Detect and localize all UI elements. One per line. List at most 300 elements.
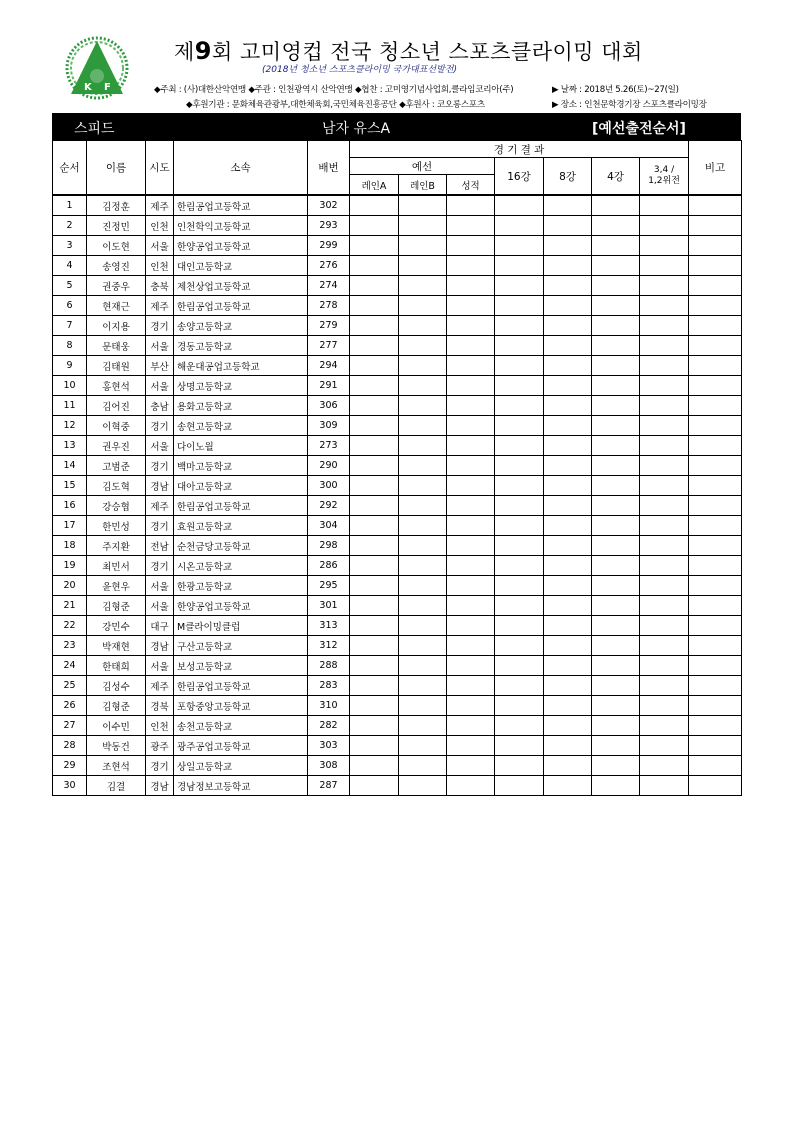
- cell-lane-a: [350, 356, 399, 376]
- cell-lane-a: [350, 776, 399, 796]
- cell-region: 광주: [146, 736, 174, 756]
- cell-score: [447, 396, 495, 416]
- cell-club: 제천상업고등학교: [174, 276, 308, 296]
- cell-note: [689, 336, 742, 356]
- cell-round-4: [592, 576, 640, 596]
- cell-round-8: [544, 496, 592, 516]
- cell-lane-a: [350, 376, 399, 396]
- cell-bib: 291: [308, 376, 350, 396]
- cell-score: [447, 496, 495, 516]
- cell-lane-a: [350, 276, 399, 296]
- table-row: [53, 776, 742, 796]
- cell-order: 9: [53, 356, 87, 376]
- cell-lane-b: [399, 476, 447, 496]
- cell-region: 경북: [146, 696, 174, 716]
- table-row: [53, 316, 742, 336]
- cell-bib: 273: [308, 436, 350, 456]
- table-row: [53, 336, 742, 356]
- cell-finals: [640, 516, 689, 536]
- cell-finals: [640, 636, 689, 656]
- cell-bib: 300: [308, 476, 350, 496]
- cell-club: 송천고등학교: [174, 716, 308, 736]
- cell-order: 13: [53, 436, 87, 456]
- cell-lane-b: [399, 316, 447, 336]
- cell-note: [689, 396, 742, 416]
- cell-finals: [640, 195, 689, 216]
- header-bib: 배번: [308, 141, 350, 196]
- cell-finals: [640, 656, 689, 676]
- cell-round-16: [495, 676, 544, 696]
- cell-round-4: [592, 195, 640, 216]
- cell-round-4: [592, 556, 640, 576]
- cell-club: 인천학익고등학교: [174, 216, 308, 236]
- cell-lane-a: [350, 716, 399, 736]
- cell-name: 홍현석: [87, 376, 146, 396]
- cell-order: 20: [53, 576, 87, 596]
- cell-lane-b: [399, 216, 447, 236]
- cell-round-8: [544, 616, 592, 636]
- cell-finals: [640, 776, 689, 796]
- cell-name: 최민서: [87, 556, 146, 576]
- table-row: [53, 716, 742, 736]
- cell-lane-a: [350, 216, 399, 236]
- cell-score: [447, 656, 495, 676]
- cell-name: 이지용: [87, 316, 146, 336]
- cell-score: [447, 436, 495, 456]
- cell-finals: [640, 616, 689, 636]
- cell-club: 순천금당고등학교: [174, 536, 308, 556]
- cell-club: 시온고등학교: [174, 556, 308, 576]
- cell-finals: [640, 216, 689, 236]
- cell-lane-b: [399, 456, 447, 476]
- cell-order: 4: [53, 256, 87, 276]
- cell-round-8: [544, 336, 592, 356]
- cell-order: 3: [53, 236, 87, 256]
- cell-name: 고범준: [87, 456, 146, 476]
- logo-letter-f: F: [104, 82, 111, 93]
- cell-score: [447, 195, 495, 216]
- cell-name: 김태원: [87, 356, 146, 376]
- cell-name: 김결: [87, 776, 146, 796]
- cell-round-8: [544, 476, 592, 496]
- cell-finals: [640, 576, 689, 596]
- cell-score: [447, 696, 495, 716]
- cell-club: 용화고등학교: [174, 396, 308, 416]
- cell-order: 17: [53, 516, 87, 536]
- cell-lane-b: [399, 336, 447, 356]
- cell-region: 경기: [146, 316, 174, 336]
- cell-round-4: [592, 656, 640, 676]
- cell-region: 인천: [146, 216, 174, 236]
- cell-round-16: [495, 336, 544, 356]
- cell-round-8: [544, 776, 592, 796]
- cell-order: 6: [53, 296, 87, 316]
- cell-club: 한양공업고등학교: [174, 596, 308, 616]
- table-row: [53, 696, 742, 716]
- cell-club: 한양공업고등학교: [174, 236, 308, 256]
- cell-finals: [640, 416, 689, 436]
- table-row: [53, 556, 742, 576]
- cell-note: [689, 656, 742, 676]
- cell-finals: [640, 316, 689, 336]
- cell-note: [689, 256, 742, 276]
- cell-round-8: [544, 536, 592, 556]
- header-results: 경 기 결 과: [350, 141, 689, 158]
- cell-round-16: [495, 356, 544, 376]
- cell-name: 권우진: [87, 436, 146, 456]
- table-row: [53, 476, 742, 496]
- cell-region: 서울: [146, 376, 174, 396]
- cell-finals: [640, 336, 689, 356]
- title-suffix: 회 고미영컵 전국 청소년 스포츠클라이밍 대회: [212, 40, 643, 64]
- header-round-4: 4강: [592, 158, 640, 196]
- cell-note: [689, 436, 742, 456]
- cell-lane-b: [399, 396, 447, 416]
- cell-order: 18: [53, 536, 87, 556]
- cell-round-8: [544, 716, 592, 736]
- cell-order: 5: [53, 276, 87, 296]
- cell-round-8: [544, 296, 592, 316]
- cell-finals: [640, 716, 689, 736]
- cell-region: 충북: [146, 276, 174, 296]
- cell-lane-b: [399, 776, 447, 796]
- cell-region: 인천: [146, 716, 174, 736]
- cell-score: [447, 536, 495, 556]
- table-row: [53, 276, 742, 296]
- cell-lane-b: [399, 516, 447, 536]
- cell-club: 한림공업고등학교: [174, 496, 308, 516]
- cell-lane-a: [350, 436, 399, 456]
- cell-note: [689, 756, 742, 776]
- order-note: [예선출전순서]: [592, 121, 686, 137]
- cell-finals: [640, 396, 689, 416]
- cell-bib: 304: [308, 516, 350, 536]
- cell-order: 16: [53, 496, 87, 516]
- table-row: [53, 496, 742, 516]
- cell-region: 제주: [146, 676, 174, 696]
- cell-lane-b: [399, 716, 447, 736]
- cell-round-16: [495, 376, 544, 396]
- cell-bib: 309: [308, 416, 350, 436]
- cell-round-16: [495, 776, 544, 796]
- cell-note: [689, 736, 742, 756]
- cell-bib: 274: [308, 276, 350, 296]
- cell-score: [447, 296, 495, 316]
- cell-bib: 277: [308, 336, 350, 356]
- header-round-16: 16강: [495, 158, 544, 196]
- cell-bib: 306: [308, 396, 350, 416]
- cell-score: [447, 416, 495, 436]
- cell-bib: 293: [308, 216, 350, 236]
- cell-round-8: [544, 195, 592, 216]
- cell-note: [689, 476, 742, 496]
- cell-score: [447, 556, 495, 576]
- title-prefix: 제: [174, 40, 195, 64]
- cell-round-8: [544, 256, 592, 276]
- cell-lane-a: [350, 316, 399, 336]
- table-row: [53, 656, 742, 676]
- cell-order: 22: [53, 616, 87, 636]
- table-row: [53, 216, 742, 236]
- cell-round-4: [592, 596, 640, 616]
- cell-region: 부산: [146, 356, 174, 376]
- cell-round-8: [544, 736, 592, 756]
- cell-note: [689, 536, 742, 556]
- cell-round-8: [544, 516, 592, 536]
- cell-lane-b: [399, 696, 447, 716]
- cell-lane-a: [350, 195, 399, 216]
- cell-club: 보성고등학교: [174, 656, 308, 676]
- cell-order: 27: [53, 716, 87, 736]
- cell-region: 서울: [146, 436, 174, 456]
- cell-region: 경기: [146, 416, 174, 436]
- cell-region: 서울: [146, 656, 174, 676]
- cell-lane-a: [350, 636, 399, 656]
- cell-name: 김어진: [87, 396, 146, 416]
- table-row: [53, 356, 742, 376]
- cell-lane-b: [399, 596, 447, 616]
- cell-club: 해운대공업고등학교: [174, 356, 308, 376]
- cell-lane-b: [399, 496, 447, 516]
- cell-round-8: [544, 236, 592, 256]
- organizer-line: ◆주최 : (사)대한산악연맹 ◆주관 : 인천광역시 산악연맹 ◆협찬 : 고미영기념사업회,클라임코리아(주): [154, 85, 514, 95]
- cell-round-16: [495, 456, 544, 476]
- cell-round-8: [544, 656, 592, 676]
- cell-note: [689, 556, 742, 576]
- cell-lane-a: [350, 756, 399, 776]
- cell-lane-b: [399, 616, 447, 636]
- cell-lane-b: [399, 356, 447, 376]
- cell-lane-a: [350, 476, 399, 496]
- cell-bib: 301: [308, 596, 350, 616]
- table-row: [53, 516, 742, 536]
- cell-club: 백마고등학교: [174, 456, 308, 476]
- header-finals-line1: 3,4 /: [653, 165, 675, 175]
- cell-club: 한광고등학교: [174, 576, 308, 596]
- cell-note: [689, 276, 742, 296]
- cell-round-8: [544, 396, 592, 416]
- cell-region: 경기: [146, 756, 174, 776]
- cell-lane-b: [399, 376, 447, 396]
- cell-round-4: [592, 236, 640, 256]
- cell-round-4: [592, 676, 640, 696]
- cell-lane-a: [350, 556, 399, 576]
- table-row: [53, 616, 742, 636]
- cell-name: 이수민: [87, 716, 146, 736]
- table-row: [53, 296, 742, 316]
- cell-region: 경기: [146, 556, 174, 576]
- cell-lane-a: [350, 256, 399, 276]
- cell-region: 충남: [146, 396, 174, 416]
- cell-lane-a: [350, 296, 399, 316]
- cell-round-4: [592, 276, 640, 296]
- table-row: [53, 456, 742, 476]
- cell-region: 서울: [146, 236, 174, 256]
- cell-bib: 276: [308, 256, 350, 276]
- cell-club: M클라이밍클럽: [174, 616, 308, 636]
- cell-round-4: [592, 536, 640, 556]
- table-row: [53, 416, 742, 436]
- cell-note: [689, 676, 742, 696]
- cell-score: [447, 336, 495, 356]
- cell-round-8: [544, 416, 592, 436]
- cell-name: 현재근: [87, 296, 146, 316]
- cell-club: 대인고등학교: [174, 256, 308, 276]
- cell-note: [689, 356, 742, 376]
- cell-score: [447, 736, 495, 756]
- cell-lane-b: [399, 416, 447, 436]
- cell-bib: 279: [308, 316, 350, 336]
- cell-region: 서울: [146, 336, 174, 356]
- table-row: [53, 195, 742, 216]
- cell-lane-a: [350, 336, 399, 356]
- support-line: ◆후원기관 : 문화체육관광부,대한체육회,국민체육진흥공단 ◆후원사 : 코오롱스포츠: [186, 100, 485, 110]
- cell-club: 구산고등학교: [174, 636, 308, 656]
- cell-order: 28: [53, 736, 87, 756]
- event-banner: [52, 113, 741, 140]
- cell-region: 서울: [146, 576, 174, 596]
- date-line: ▶ 날짜 : 2018년 5.26(토)~27(일): [552, 85, 679, 95]
- cell-lane-b: [399, 296, 447, 316]
- cell-score: [447, 576, 495, 596]
- cell-club: 경동고등학교: [174, 336, 308, 356]
- cell-lane-b: [399, 536, 447, 556]
- cell-name: 강민수: [87, 616, 146, 636]
- cell-score: [447, 236, 495, 256]
- cell-round-8: [544, 676, 592, 696]
- cell-name: 김정훈: [87, 195, 146, 216]
- cell-lane-b: [399, 276, 447, 296]
- cell-bib: 303: [308, 736, 350, 756]
- cell-lane-a: [350, 596, 399, 616]
- cell-order: 21: [53, 596, 87, 616]
- cell-note: [689, 236, 742, 256]
- cell-round-4: [592, 216, 640, 236]
- cell-round-16: [495, 476, 544, 496]
- cell-round-4: [592, 616, 640, 636]
- cell-score: [447, 256, 495, 276]
- cell-round-8: [544, 596, 592, 616]
- cell-note: [689, 776, 742, 796]
- cell-name: 윤현우: [87, 576, 146, 596]
- cell-region: 경기: [146, 456, 174, 476]
- cell-round-4: [592, 316, 640, 336]
- cell-club: 포항중앙고등학교: [174, 696, 308, 716]
- cell-finals: [640, 496, 689, 516]
- cell-order: 12: [53, 416, 87, 436]
- cell-region: 인천: [146, 256, 174, 276]
- cell-round-16: [495, 276, 544, 296]
- cell-round-4: [592, 696, 640, 716]
- cell-region: 경남: [146, 476, 174, 496]
- cell-note: [689, 316, 742, 336]
- cell-name: 한태희: [87, 656, 146, 676]
- cell-order: 15: [53, 476, 87, 496]
- cell-lane-a: [350, 396, 399, 416]
- cell-order: 25: [53, 676, 87, 696]
- header-name: 이름: [87, 141, 146, 196]
- cell-lane-b: [399, 236, 447, 256]
- cell-region: 제주: [146, 195, 174, 216]
- table-row: [53, 676, 742, 696]
- cell-score: [447, 476, 495, 496]
- cell-round-16: [495, 316, 544, 336]
- table-row: [53, 536, 742, 556]
- cell-note: [689, 216, 742, 236]
- cell-bib: 290: [308, 456, 350, 476]
- cell-lane-b: [399, 636, 447, 656]
- cell-club: 경남정보고등학교: [174, 776, 308, 796]
- table-row: [53, 576, 742, 596]
- cell-bib: 287: [308, 776, 350, 796]
- table-row: [53, 636, 742, 656]
- cell-order: 29: [53, 756, 87, 776]
- cell-name: 김형준: [87, 696, 146, 716]
- cell-note: [689, 516, 742, 536]
- cell-bib: 295: [308, 576, 350, 596]
- cell-round-16: [495, 195, 544, 216]
- cell-bib: 288: [308, 656, 350, 676]
- cell-club: 대아고등학교: [174, 476, 308, 496]
- cell-finals: [640, 256, 689, 276]
- logo-letter-k: K: [84, 82, 92, 93]
- cell-round-4: [592, 336, 640, 356]
- cell-region: 대구: [146, 616, 174, 636]
- cell-finals: [640, 756, 689, 776]
- cell-order: 1: [53, 195, 87, 216]
- cell-club: 한림공업고등학교: [174, 195, 308, 216]
- cell-score: [447, 716, 495, 736]
- cell-score: [447, 356, 495, 376]
- cell-note: [689, 195, 742, 216]
- cell-score: [447, 516, 495, 536]
- cell-round-4: [592, 456, 640, 476]
- cell-lane-b: [399, 256, 447, 276]
- cell-lane-a: [350, 456, 399, 476]
- cell-lane-b: [399, 656, 447, 676]
- cell-lane-a: [350, 536, 399, 556]
- cell-round-8: [544, 756, 592, 776]
- table-row: [53, 396, 742, 416]
- cell-bib: 308: [308, 756, 350, 776]
- cell-name: 이도현: [87, 236, 146, 256]
- cell-order: 30: [53, 776, 87, 796]
- table-row: [53, 736, 742, 756]
- cell-round-16: [495, 236, 544, 256]
- header-lane-a: 레인A: [350, 175, 399, 196]
- table-row: [53, 256, 742, 276]
- cell-club: 효원고등학교: [174, 516, 308, 536]
- cell-lane-a: [350, 496, 399, 516]
- cell-name: 한민성: [87, 516, 146, 536]
- cell-lane-a: [350, 676, 399, 696]
- cell-score: [447, 776, 495, 796]
- cell-bib: 298: [308, 536, 350, 556]
- cell-round-4: [592, 356, 640, 376]
- cell-score: [447, 216, 495, 236]
- header-region: 시도: [146, 141, 174, 196]
- cell-name: 조현석: [87, 756, 146, 776]
- header-score: 성적: [447, 175, 495, 196]
- cell-note: [689, 416, 742, 436]
- cell-name: 이혁중: [87, 416, 146, 436]
- cell-finals: [640, 556, 689, 576]
- cell-note: [689, 696, 742, 716]
- cell-lane-a: [350, 616, 399, 636]
- cell-name: 진정민: [87, 216, 146, 236]
- cell-name: 김성수: [87, 676, 146, 696]
- cell-note: [689, 576, 742, 596]
